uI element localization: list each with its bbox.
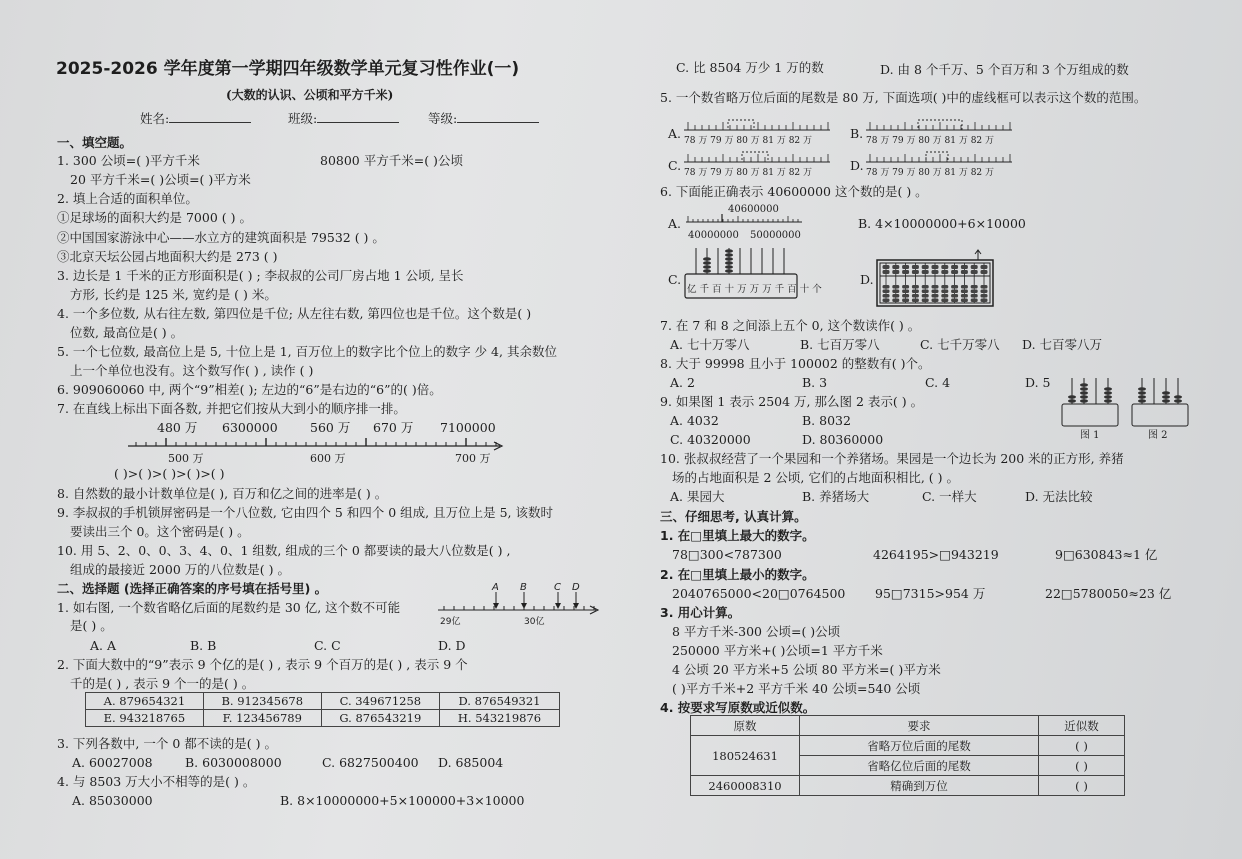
nl-value: 670 万 xyxy=(373,420,414,435)
q6c-bead xyxy=(725,249,733,253)
q3-line: 方形, 长约是 125 米, 宽约是 ( ) 米。 xyxy=(70,287,277,302)
p2-q10-option[interactable]: A. 果园大 xyxy=(670,489,725,504)
q6d-bead xyxy=(971,299,978,303)
p2-q3-line: 3. 下列各数中, 一个 0 都不读的是( ) 。 xyxy=(57,736,277,751)
q6d-bead xyxy=(961,299,968,303)
q6d-bead xyxy=(932,270,939,274)
class-label: 班级: xyxy=(288,111,318,126)
p3-s1-item[interactable]: 78□300<787300 xyxy=(672,547,782,562)
nl-value: 480 万 xyxy=(157,420,198,435)
nl-tick-label: 700 万 xyxy=(455,452,491,465)
q9-bead xyxy=(1138,399,1146,402)
q6a-left-label: 40000000 xyxy=(688,230,739,241)
q7-line: 7. 在直线上标出下面各数, 并把它们按从大到小的顺序排一排。 xyxy=(57,401,406,416)
nl-value: 7100000 xyxy=(440,420,496,435)
q6d-bead xyxy=(922,265,929,269)
q6a-right-label: 50000000 xyxy=(750,230,801,241)
grade-label: 等级: xyxy=(428,111,458,126)
table-header: 要求 xyxy=(800,716,1039,736)
q5-dashed-range xyxy=(926,152,948,162)
q9-frame xyxy=(1062,404,1118,426)
q6d-bead xyxy=(932,265,939,269)
q1-tick-label: 30亿 xyxy=(524,617,545,627)
q10-line: 10. 用 5、2、0、0、3、4、0、1 组数, 组成的三个 0 都要读的最大八位数是( ) , xyxy=(57,543,511,558)
part1-heading: 一、填空题。 xyxy=(57,135,133,150)
q6d-bead xyxy=(922,285,929,289)
nl-tick-label: 500 万 xyxy=(168,452,204,465)
q9-bead xyxy=(1068,395,1076,398)
q6d-bead xyxy=(981,265,988,269)
q8-line: 8. 自然数的最小计数单位是( ), 百万和亿之间的进率是( ) 。 xyxy=(57,486,388,501)
q1-tick-label: 29亿 xyxy=(440,617,461,627)
q6-line: 6. 909060060 中, 两个“9”相差( ); 左边的“6”是右边的“6”的( )倍。 xyxy=(57,382,442,397)
q5-dashed-range xyxy=(742,152,768,162)
p2-q1-option[interactable]: D. D xyxy=(438,638,466,653)
q9-bead xyxy=(1104,399,1112,402)
q6d-abacus xyxy=(876,250,996,310)
p2-q4-option[interactable]: D. 由 8 个千万、5 个百万和 3 个万组成的数 xyxy=(880,62,1129,77)
table-cell[interactable]: A. 879654321 xyxy=(86,693,204,710)
q6d-bead xyxy=(941,290,948,294)
q6d-bead xyxy=(902,294,909,298)
p2-q4-option[interactable]: A. 85030000 xyxy=(72,793,153,808)
p2-q1-option[interactable]: B. B xyxy=(190,638,217,653)
q6d-bead xyxy=(971,270,978,274)
q4-line: 位数, 最高位是( ) 。 xyxy=(70,325,184,340)
q2-line: ③北京天坛公园占地面积大约是 273 ( ) xyxy=(57,249,278,264)
grade-field[interactable] xyxy=(428,111,539,126)
q1-point-label: C xyxy=(554,582,561,593)
q6d-bead xyxy=(892,299,899,303)
q1-line: 1. 300 公顷=( )平方千米 xyxy=(57,153,200,168)
q6c-bead xyxy=(703,265,711,269)
q6d-bead xyxy=(971,265,978,269)
p2-q10-line: 场的占地面积是 2 公顷, 它们的占地面积相比, ( ) 。 xyxy=(672,470,959,485)
q6d-bead xyxy=(961,294,968,298)
q6d-bead xyxy=(892,294,899,298)
q6c-bead xyxy=(725,269,733,273)
q9-bead xyxy=(1162,395,1170,398)
table-cell[interactable]: G. 876543219 xyxy=(321,710,439,727)
p3-s3-item[interactable]: 250000 平方米+( )公顷=1 平方千米 xyxy=(672,643,883,658)
q6d-bead xyxy=(932,285,939,289)
p3-s3-item[interactable]: 8 平方千米-300 公顷=( )公顷 xyxy=(672,624,841,639)
q1-point-label: D xyxy=(572,582,580,593)
p3-s2-heading: 2. 在□里填上最小的数字。 xyxy=(660,567,815,582)
q6d-bead xyxy=(912,265,919,269)
q6-option-label[interactable]: D. xyxy=(860,272,874,287)
q9-bead xyxy=(1068,399,1076,402)
p2-q7-option[interactable]: A. 七十万零八 xyxy=(670,337,750,352)
q1-point-label: A xyxy=(492,582,499,593)
q6d-bead xyxy=(981,294,988,298)
q6d-bead xyxy=(932,290,939,294)
table-row xyxy=(86,710,560,727)
q6d-bead xyxy=(883,299,890,303)
p2-q10-option[interactable]: B. 养猪场大 xyxy=(802,489,870,504)
table-cell: 精确到万位 xyxy=(800,776,1039,796)
q6d-bead xyxy=(941,285,948,289)
q9-bead xyxy=(1138,395,1146,398)
q6d-bead xyxy=(961,290,968,294)
q1-line: 80800 平方千米=( )公顷 xyxy=(320,153,463,168)
q6d-bead xyxy=(883,294,890,298)
q6d-bead xyxy=(922,290,929,294)
q6d-bead xyxy=(971,294,978,298)
q6d-bead xyxy=(883,270,890,274)
approx-table xyxy=(690,715,1125,796)
q1-arrowhead xyxy=(521,603,527,609)
name-label: 姓名: xyxy=(140,111,170,126)
q6d-bead xyxy=(961,285,968,289)
q9-fig2-caption: 图 2 xyxy=(1148,430,1168,441)
table-row xyxy=(691,776,1125,796)
q6c-bead xyxy=(725,257,733,261)
q9-frame xyxy=(1132,404,1188,426)
q9-bead xyxy=(1162,391,1170,394)
p2-q8-option[interactable]: D. 5 xyxy=(1025,375,1051,390)
name-field[interactable] xyxy=(140,111,251,126)
nl-tick-label: 600 万 xyxy=(310,452,346,465)
q6d-bead xyxy=(941,265,948,269)
q5-dashed-range xyxy=(728,120,754,130)
q9-bead xyxy=(1138,391,1146,394)
p2-q1-option[interactable]: C. C xyxy=(314,638,341,653)
q2-options-table xyxy=(85,692,560,727)
q1-point-label: B xyxy=(520,582,527,593)
p3-s3-item[interactable]: ( )平方千米+2 平方千米 40 公顷=540 公顷 xyxy=(672,681,921,696)
q6d-bead xyxy=(932,294,939,298)
q6d-bead xyxy=(883,290,890,294)
q9-bead xyxy=(1104,395,1112,398)
q6c-bead xyxy=(703,269,711,273)
q6d-bead xyxy=(922,270,929,274)
nl-value: 560 万 xyxy=(310,420,351,435)
table-header: 原数 xyxy=(691,716,800,736)
q10-line: 组成的最接近 2000 万的八位数是( ) 。 xyxy=(70,562,290,577)
q6d-bead xyxy=(981,270,988,274)
p2-q4-line: 4. 与 8503 万大小不相等的是( ) 。 xyxy=(57,774,256,789)
p2-q7-line: 7. 在 7 和 8 之间添上五个 0, 这个数读作( ) 。 xyxy=(660,318,921,333)
q1-line: 20 平方千米=( )公顷=( )平方米 xyxy=(70,172,251,187)
p3-s2-item[interactable]: 95□7315>954 万 xyxy=(875,586,986,601)
p2-q5-line: 5. 一个数省略万位后面的尾数是 80 万, 下面选项( )中的虚线框可以表示这个数的范围。 xyxy=(660,90,1147,105)
q9-bead xyxy=(1138,387,1146,390)
q6d-bead xyxy=(883,265,890,269)
table-cell[interactable]: C. 349671258 xyxy=(321,693,439,710)
p2-q10-option[interactable]: D. 无法比较 xyxy=(1025,489,1093,504)
q6d-bead xyxy=(951,265,958,269)
table-cell[interactable]: H. 543219876 xyxy=(440,710,560,727)
q5-option-label[interactable]: D. xyxy=(850,158,864,173)
q6d-bead xyxy=(951,294,958,298)
q6-option-b[interactable]: B. 4×10000000+6×10000 xyxy=(858,216,1026,231)
q6d-bead xyxy=(981,290,988,294)
part2-heading: 二、选择题 (选择正确答案的序号填在括号里) 。 xyxy=(57,581,328,596)
p2-q9-option[interactable]: C. 40320000 xyxy=(670,432,751,447)
q5-line: 5. 一个七位数, 最高位上是 5, 十位上是 1, 百万位上的数字比个位上的数字 少 4, 其余数位 xyxy=(57,344,557,359)
table-cell[interactable]: B. 912345678 xyxy=(203,693,321,710)
q6d-bead xyxy=(922,294,929,298)
q9-bead xyxy=(1080,391,1088,394)
q9-bead xyxy=(1080,383,1088,386)
q6d-bead xyxy=(902,285,909,289)
q9-bead xyxy=(1080,395,1088,398)
q6d-bead xyxy=(912,285,919,289)
q5-option-label[interactable]: C. xyxy=(668,158,682,173)
p2-q2-line: 2. 下面大数中的“9”表示 9 个亿的是( ) , 表示 9 个百万的是( ) , 表示 9 个 xyxy=(57,657,468,672)
q6d-bead xyxy=(971,285,978,289)
p3-s2-item[interactable]: 22□5780050≈23 亿 xyxy=(1045,586,1172,601)
table-cell: 省略万位后面的尾数 xyxy=(800,736,1039,756)
page-title: 2025-2026 学年度第一学期四年级数学单元复习性作业(一) xyxy=(56,59,520,79)
q6d-bead xyxy=(883,285,890,289)
q2-line: 2. 填上合适的面积单位。 xyxy=(57,191,198,206)
table-cell[interactable]: F. 123456789 xyxy=(203,710,321,727)
q6d-bead xyxy=(951,290,958,294)
q6d-bead xyxy=(902,265,909,269)
q5-option-label[interactable]: A. xyxy=(668,126,682,141)
q6d-bead xyxy=(892,270,899,274)
p3-s1-item[interactable]: 4264195>□943219 xyxy=(873,547,999,562)
p3-s4-heading: 4. 按要求写原数或近似数。 xyxy=(660,700,816,715)
q5-line: 上一个单位也没有。这个数写作( ) , 读作 ( ) xyxy=(70,363,314,378)
q6-option-label[interactable]: C. xyxy=(668,272,682,287)
q6c-bead xyxy=(725,253,733,257)
q6d-bead xyxy=(912,290,919,294)
nl-value: 6300000 xyxy=(222,420,278,435)
p3-s2-item[interactable]: 2040765000<20□0764500 xyxy=(672,586,846,601)
q6c-bead xyxy=(703,261,711,265)
q5-axis-labels: 78 万 79 万 80 万 81 万 82 万 xyxy=(866,168,995,178)
q5-axis-labels: 78 万 79 万 80 万 81 万 82 万 xyxy=(684,168,813,178)
q6d-bead xyxy=(902,270,909,274)
p2-q8-option[interactable]: C. 4 xyxy=(925,375,951,390)
q6d-bead xyxy=(922,299,929,303)
q6d-bead xyxy=(912,294,919,298)
table-cell[interactable]: E. 943218765 xyxy=(86,710,204,727)
table-row xyxy=(691,736,1125,756)
p2-q4-option[interactable]: C. 比 8504 万少 1 万的数 xyxy=(676,60,824,75)
q6d-bead xyxy=(912,270,919,274)
p2-q4-option[interactable]: B. 8×10000000+5×100000+3×10000 xyxy=(280,793,525,808)
q2-line: ①足球场的面积大约是 7000 ( ) 。 xyxy=(57,210,252,225)
p2-q8-option[interactable]: B. 3 xyxy=(802,375,828,390)
p2-q7-option[interactable]: D. 七百零八万 xyxy=(1022,337,1103,352)
p2-q3-option[interactable]: B. 6030008000 xyxy=(185,755,282,770)
p2-q3-option[interactable]: A. 60027008 xyxy=(72,755,153,770)
table-cell: 180524631 xyxy=(691,736,800,776)
q9-bead xyxy=(1174,395,1182,398)
part3-heading: 三、仔细思考, 认真计算。 xyxy=(660,509,807,524)
p2-q8-option[interactable]: A. 2 xyxy=(670,375,695,390)
page-subtitle: (大数的认识、公顷和平方千米) xyxy=(226,88,394,102)
q6c-place-labels: 亿 千 百 十 万 万 万 千 百 十 个 xyxy=(687,284,822,295)
q6d-bead xyxy=(902,299,909,303)
answer-blank[interactable]: ( ) xyxy=(1039,756,1125,776)
q5-axis-labels: 78 万 79 万 80 万 81 万 82 万 xyxy=(866,136,995,146)
q9-bead xyxy=(1162,399,1170,402)
p2-q8-line: 8. 大于 99998 且小于 100002 的整数有( )个。 xyxy=(660,356,931,371)
table-row xyxy=(86,693,560,710)
q9-bead xyxy=(1080,387,1088,390)
q6d-bead xyxy=(961,265,968,269)
q9-fig1-caption: 图 1 xyxy=(1080,430,1100,441)
p2-q7-option[interactable]: C. 七千万零八 xyxy=(920,337,1000,352)
q5-axis-labels: 78 万 79 万 80 万 81 万 82 万 xyxy=(684,136,813,146)
answer-blank[interactable]: ( ) xyxy=(1039,776,1125,796)
q6d-bead xyxy=(951,270,958,274)
q6d-bead xyxy=(941,294,948,298)
p2-q9-option[interactable]: B. 8032 xyxy=(802,413,851,428)
p2-q3-option[interactable]: C. 6827500400 xyxy=(322,755,419,770)
q6d-bead xyxy=(932,299,939,303)
q9-bead xyxy=(1080,399,1088,402)
p2-q1-line: 1. 如右图, 一个数省略亿后面的尾数约是 30 亿, 这个数不可能 xyxy=(57,600,401,615)
q6d-bead xyxy=(941,299,948,303)
p2-q7-option[interactable]: B. 七百万零八 xyxy=(800,337,880,352)
q6d-bead xyxy=(941,270,948,274)
q6a-top-label: 40600000 xyxy=(728,204,779,215)
q9-abacus-figures xyxy=(1060,376,1180,432)
q6c-bead xyxy=(725,265,733,269)
q4-line: 4. 一个多位数, 从右往左数, 第四位是千位; 从左往右数, 第四位也是千位。这个数是( ) xyxy=(57,306,532,321)
q9-bead xyxy=(1104,387,1112,390)
p2-q9-option[interactable]: A. 4032 xyxy=(670,413,719,428)
p2-q1-line: 是( ) 。 xyxy=(70,618,113,633)
q9-bead xyxy=(1174,399,1182,402)
answer-blank[interactable]: ( ) xyxy=(1039,736,1125,756)
table-cell[interactable]: D. 876549321 xyxy=(440,693,560,710)
q6d-bead xyxy=(971,290,978,294)
q9-line: 9. 李叔叔的手机锁屏密码是一个八位数, 它由四个 5 和四个 0 组成, 且万位上是 5, 该数时 xyxy=(57,505,553,520)
p3-s1-heading: 1. 在□里填上最大的数字。 xyxy=(660,528,815,543)
q6c-bead xyxy=(725,261,733,265)
q1-number-line xyxy=(438,582,603,630)
p2-q9-line: 9. 如果图 1 表示 2504 万, 那么图 2 表示( ) 。 xyxy=(660,394,924,409)
q6d-bead xyxy=(902,290,909,294)
q5-option-label[interactable]: B. xyxy=(850,126,864,141)
table-header-row xyxy=(691,716,1125,736)
p2-q6-line: 6. 下面能正确表示 40600000 这个数的是( ) 。 xyxy=(660,184,928,199)
q6-option-label[interactable]: A. xyxy=(668,216,682,231)
p2-q10-option[interactable]: C. 一样大 xyxy=(922,489,977,504)
p3-s3-item[interactable]: 4 公顷 20 平方米+5 公顷 80 平方米=( )平方米 xyxy=(672,662,941,677)
table-cell: 2460008310 xyxy=(691,776,800,796)
q6d-bead xyxy=(892,265,899,269)
q6d-bead xyxy=(981,285,988,289)
q6d-bead xyxy=(912,299,919,303)
p3-s3-heading: 3. 用心计算。 xyxy=(660,605,741,620)
p2-q2-line: 千的是( ) , 表示 9 个一的是( ) 。 xyxy=(70,676,255,691)
p2-q3-option[interactable]: D. 685004 xyxy=(438,755,504,770)
q6d-bead xyxy=(951,285,958,289)
q6d-bead xyxy=(981,299,988,303)
class-field[interactable] xyxy=(288,111,399,126)
p3-s1-item[interactable]: 9□630843≈1 亿 xyxy=(1055,547,1158,562)
q6d-bead xyxy=(951,299,958,303)
q3-line: 3. 边长是 1 千米的正方形面积是( ) ; 李叔叔的公司厂房占地 1 公顷, 呈长 xyxy=(57,268,464,283)
q6c-bead xyxy=(703,257,711,261)
q1-arrowhead xyxy=(555,603,561,609)
q9-line: 要读出三个 0。这个密码是( ) 。 xyxy=(70,524,250,539)
q6d-bead xyxy=(892,290,899,294)
p2-q9-option[interactable]: D. 80360000 xyxy=(802,432,884,447)
q6d-bead xyxy=(892,285,899,289)
p2-q1-option[interactable]: A. A xyxy=(90,638,117,653)
q6d-bead xyxy=(961,270,968,274)
table-cell: 省略亿位后面的尾数 xyxy=(800,756,1039,776)
q9-bead xyxy=(1104,391,1112,394)
table-header: 近似数 xyxy=(1039,716,1125,736)
p2-q10-line: 10. 张叔叔经营了一个果园和一个养猪场。果园是一个边长为 200 米的正方形, 养猪 xyxy=(660,451,1124,466)
nl-order-blanks[interactable]: ( )>( )>( )>( )>( ) xyxy=(114,466,225,481)
q2-line: ②中国国家游泳中心——水立方的建筑面积是 79532 ( ) 。 xyxy=(57,230,385,245)
